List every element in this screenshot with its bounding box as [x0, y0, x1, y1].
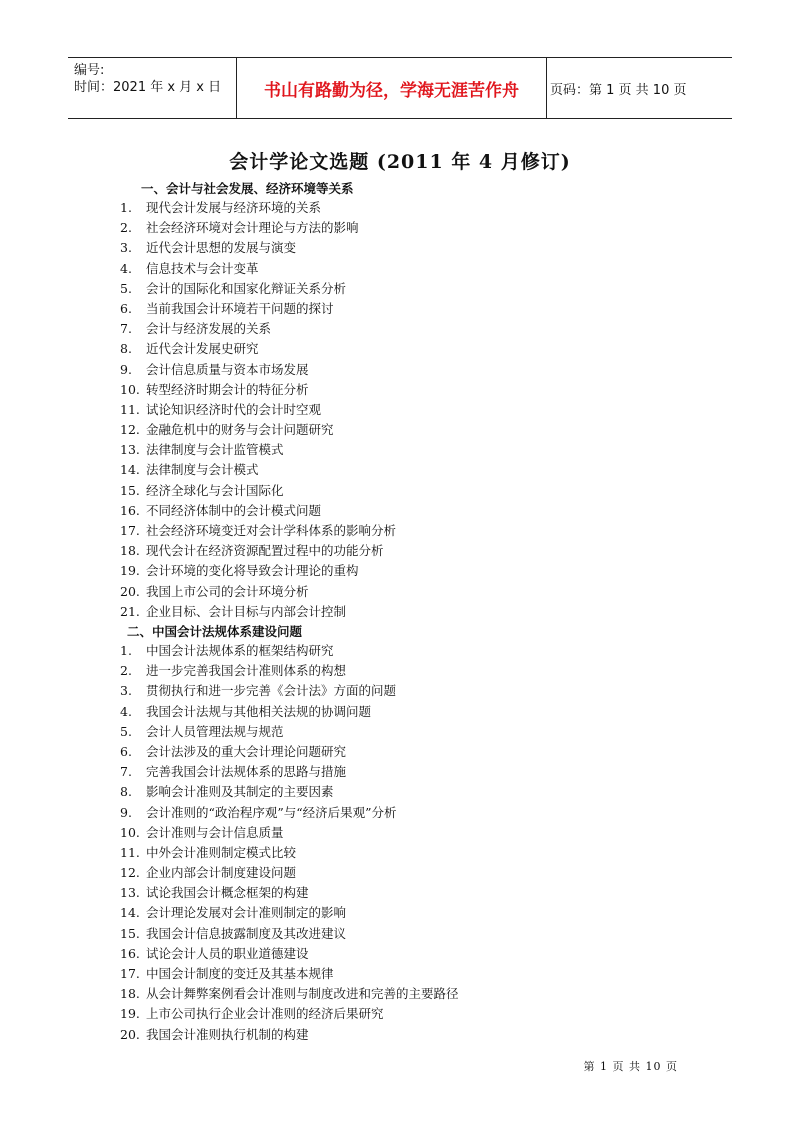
item-number: 2. — [120, 220, 132, 236]
list-item — [116, 681, 459, 701]
item-number: 13. — [120, 442, 140, 458]
item-number: 18. — [120, 543, 140, 559]
item-number: 14. — [120, 462, 140, 478]
item-text: 我国上市公司的会计环境分析 — [146, 583, 309, 599]
list-item — [116, 420, 396, 440]
item-number: 11. — [120, 401, 140, 417]
item-text: 影响会计准则及其制定的主要因素 — [146, 784, 334, 800]
item-number: 12. — [120, 422, 140, 438]
list-item — [116, 339, 396, 359]
item-number: 12. — [120, 865, 140, 881]
item-number: 20. — [120, 1026, 140, 1042]
list-item — [116, 944, 459, 964]
item-text: 不同经济体制中的会计模式问题 — [146, 502, 322, 518]
list-item — [116, 823, 459, 843]
item-text: 会计法涉及的重大会计理论问题研究 — [146, 743, 347, 759]
item-number: 17. — [120, 966, 140, 981]
item-text: 会计准则与会计信息质量 — [146, 824, 284, 840]
list-item — [116, 803, 459, 823]
item-text: 信息技术与会计变革 — [146, 260, 259, 276]
item-number: 16. — [120, 502, 140, 518]
item-number: 14. — [120, 905, 140, 921]
list-item — [116, 521, 396, 541]
list-item — [116, 541, 396, 561]
item-text: 经济全球化与会计国际化 — [146, 482, 284, 498]
item-number: 21. — [120, 603, 140, 619]
header-date: 时间：2021 年 x 月 x 日 — [74, 80, 222, 95]
item-number: 4. — [120, 260, 132, 276]
item-text: 近代会计思想的发展与演变 — [146, 240, 297, 256]
item-text: 转型经济时期会计的特征分析 — [146, 381, 309, 397]
item-number: 4. — [120, 703, 132, 719]
header-divider — [546, 58, 547, 118]
item-text: 从会计舞弊案例看会计准则与制度改进和完善的主要路径 — [146, 986, 459, 1002]
item-text: 会计准则的“政治程序观”与“经济后果观”分析 — [146, 804, 397, 820]
list-item — [116, 440, 396, 460]
item-text: 中外会计准则制定模式比较 — [146, 844, 297, 860]
item-text: 企业目标、会计目标与内部会计控制 — [146, 603, 347, 619]
item-text: 完善我国会计法规体系的思路与措施 — [146, 764, 347, 780]
item-number: 3. — [120, 240, 132, 256]
item-number: 19. — [120, 563, 140, 579]
item-text: 会计的国际化和国家化辩证关系分析 — [146, 280, 347, 296]
item-text: 近代会计发展史研究 — [146, 341, 259, 357]
item-text: 会计理论发展对会计准则制定的影响 — [146, 905, 347, 921]
item-text: 进一步完善我国会计准则体系的构想 — [146, 663, 347, 679]
header-page-number: 页码：第 1 页 共 10 页 — [550, 82, 687, 98]
list-item — [116, 299, 396, 319]
item-number: 9. — [120, 361, 132, 377]
page-header — [68, 57, 732, 119]
item-number: 6. — [120, 300, 132, 316]
item-text: 社会经济环境对会计理论与方法的影响 — [146, 220, 359, 236]
item-number: 19. — [120, 1006, 140, 1022]
item-number: 15. — [120, 482, 140, 498]
item-number: 15. — [120, 925, 140, 941]
list-item — [116, 903, 459, 923]
list-item — [116, 762, 459, 782]
list-item — [116, 782, 459, 802]
item-number: 9. — [120, 804, 132, 820]
list-item — [116, 964, 459, 984]
list-item — [116, 561, 396, 581]
list-item — [116, 843, 459, 863]
item-number: 18. — [120, 986, 140, 1002]
list-item — [116, 400, 396, 420]
section-heading-2: 二、中国会计法规体系建设问题 — [127, 624, 303, 639]
item-number: 1. — [120, 643, 132, 658]
list-item — [116, 641, 459, 661]
item-text: 会计信息质量与资本市场发展 — [146, 361, 309, 377]
item-text: 法律制度与会计监管模式 — [146, 442, 284, 458]
item-text: 贯彻执行和进一步完善《会计法》方面的问题 — [146, 683, 397, 699]
list-item — [116, 863, 459, 883]
item-text: 我国会计信息披露制度及其改进建议 — [146, 925, 347, 941]
list-item — [116, 360, 396, 380]
item-text: 上市公司执行企业会计准则的经济后果研究 — [146, 1006, 384, 1022]
section-heading-1: 一、会计与社会发展、经济环境等关系 — [141, 181, 354, 196]
page-footer: 第 1 页 共 10 页 — [583, 1060, 678, 1073]
list-item — [116, 1025, 459, 1045]
item-text: 试论知识经济时代的会计时空观 — [146, 401, 322, 417]
item-text: 会计环境的变化将导致会计理论的重构 — [146, 563, 359, 579]
item-text: 会计人员管理法规与规范 — [146, 723, 284, 739]
list-item — [116, 742, 459, 762]
item-number: 3. — [120, 683, 132, 699]
item-text: 中国会计法规体系的框架结构研究 — [146, 643, 334, 658]
item-number: 5. — [120, 280, 132, 296]
header-motto: 书山有路勤为径，学海无涯苦作舟 — [264, 80, 519, 101]
list-item — [116, 883, 459, 903]
list-item — [116, 218, 396, 238]
list-item — [116, 460, 396, 480]
item-text: 会计与经济发展的关系 — [146, 321, 272, 337]
list-item — [116, 661, 459, 681]
list-item — [116, 1004, 459, 1024]
item-text: 我国会计法规与其他相关法规的协调问题 — [146, 703, 372, 719]
list-item — [116, 238, 396, 258]
topic-list-2 — [116, 641, 459, 1045]
item-number: 6. — [120, 743, 132, 759]
list-item — [116, 501, 396, 521]
item-number: 7. — [120, 321, 132, 337]
item-text: 金融危机中的财务与会计问题研究 — [146, 422, 334, 438]
item-text: 中国会计制度的变迁及其基本规律 — [146, 966, 334, 981]
document-title: 会计学论文选题 (2011 年 4 月修订) — [229, 151, 571, 173]
list-item — [116, 198, 396, 218]
item-text: 现代会计在经济资源配置过程中的功能分析 — [146, 543, 384, 559]
item-number: 11. — [120, 844, 140, 860]
header-serial-label: 编号: — [74, 63, 105, 78]
item-number: 5. — [120, 723, 132, 739]
item-text: 我国会计准则执行机制的构建 — [146, 1026, 309, 1042]
list-item — [116, 380, 396, 400]
item-number: 7. — [120, 764, 132, 780]
item-number: 8. — [120, 784, 132, 800]
header-meta — [74, 62, 234, 96]
list-item — [116, 481, 396, 501]
list-item — [116, 984, 459, 1004]
item-number: 2. — [120, 663, 132, 679]
item-number: 8. — [120, 341, 132, 357]
list-item — [116, 722, 459, 742]
list-item — [116, 924, 459, 944]
item-number: 20. — [120, 583, 140, 599]
item-text: 现代会计发展与经济环境的关系 — [146, 200, 322, 215]
list-item — [116, 259, 396, 279]
item-text: 当前我国会计环境若干问题的探讨 — [146, 300, 334, 316]
topic-list-1 — [116, 198, 396, 622]
item-text: 试论会计人员的职业道德建设 — [146, 945, 309, 961]
item-number: 10. — [120, 381, 140, 397]
list-item — [116, 279, 396, 299]
list-item — [116, 582, 396, 602]
item-number: 1. — [120, 200, 132, 215]
list-item — [116, 602, 396, 622]
item-text: 试论我国会计概念框架的构建 — [146, 885, 309, 901]
list-item — [116, 702, 459, 722]
item-text: 社会经济环境变迁对会计学科体系的影响分析 — [146, 523, 397, 538]
item-number: 17. — [120, 523, 140, 538]
item-number: 16. — [120, 945, 140, 961]
item-number: 10. — [120, 824, 140, 840]
list-item — [116, 319, 396, 339]
item-text: 企业内部会计制度建设问题 — [146, 865, 297, 881]
item-number: 13. — [120, 885, 140, 901]
item-text: 法律制度与会计模式 — [146, 462, 259, 478]
